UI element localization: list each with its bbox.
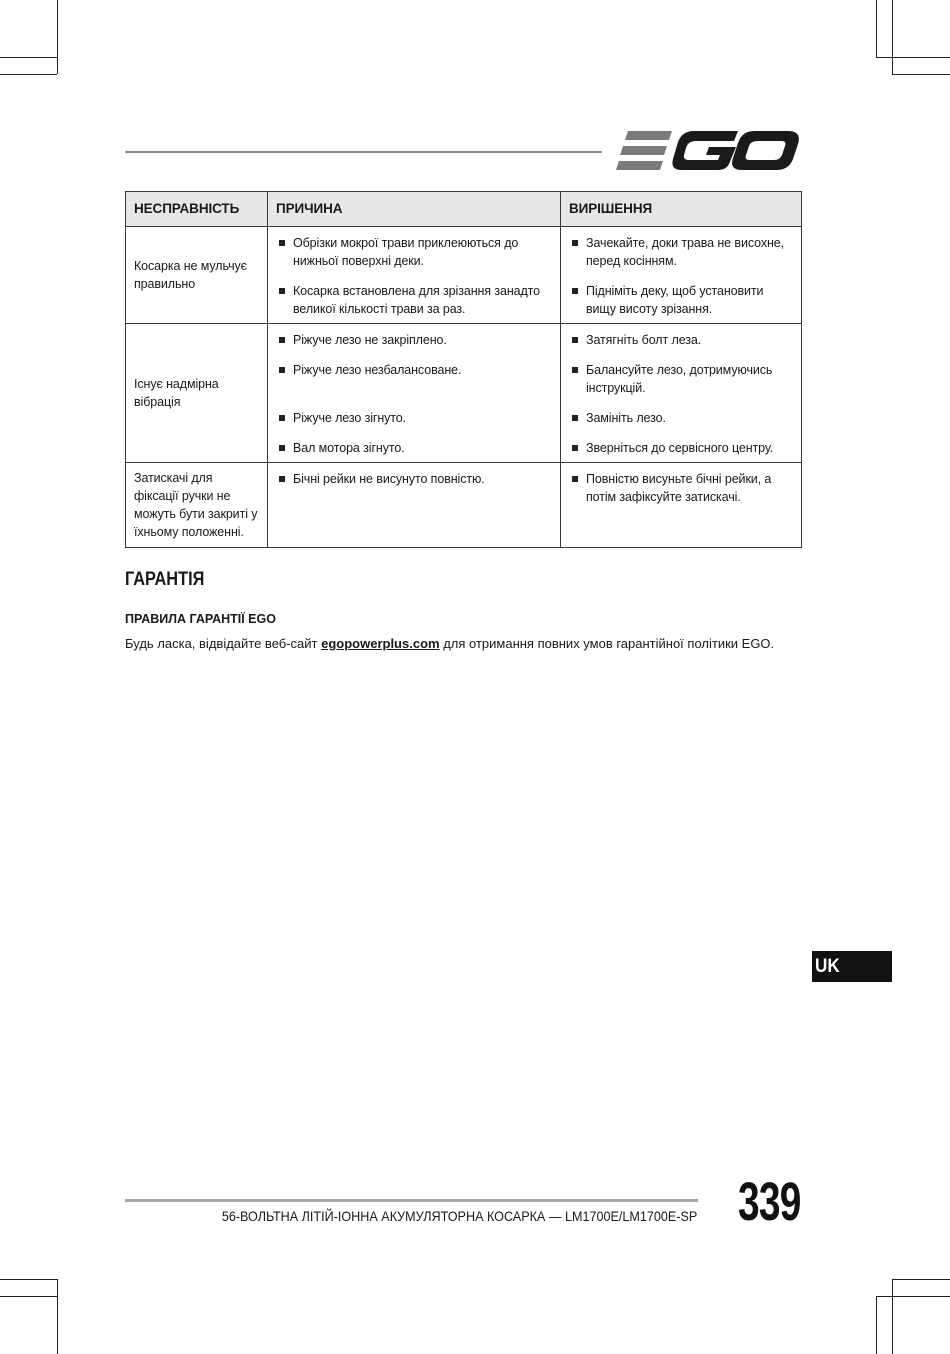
crop-mark <box>57 1279 58 1354</box>
crop-mark <box>0 74 57 75</box>
page-number: 339 <box>738 1172 801 1232</box>
column-header-cause: ПРИЧИНА <box>268 192 561 227</box>
column-header-solution: ВИРІШЕННЯ <box>561 192 802 227</box>
fault-cell: Косарка не мульчує правильно <box>126 227 268 324</box>
crop-mark <box>0 1296 57 1297</box>
ego-logo <box>616 128 802 174</box>
table-header-row <box>126 192 802 227</box>
crop-mark <box>892 74 950 75</box>
cause-item: Обрізки мокрої трави приклеюються до нижньої поверхні деки. <box>278 234 552 270</box>
solution-cell <box>561 324 802 463</box>
language-tab <box>812 951 892 982</box>
crop-mark <box>892 0 893 74</box>
crop-mark <box>57 0 58 74</box>
crop-mark <box>876 1296 950 1297</box>
crop-mark <box>876 0 877 58</box>
cause-item: Бічні рейки не висунуто повністю. <box>278 470 552 488</box>
header-rule <box>125 151 602 153</box>
warranty-text-after: для отримання повних умов гарантійної політики EGO. <box>439 636 775 651</box>
footer-title: 56-ВОЛЬТНА ЛІТІЙ-ІОННА АКУМУЛЯТОРНА КОСАРКА — LM1700E/LM1700E-SP <box>221 1208 697 1224</box>
cause-item: Ріжуче лезо не закріплено. <box>278 331 552 349</box>
fault-cell: Затискачі для фіксації ручки не можуть бути закриті у їхньому положенні. <box>126 463 268 548</box>
cause-item: Ріжуче лезо зігнуто. <box>278 409 552 427</box>
language-tab-label: UK <box>815 956 840 977</box>
cause-cell <box>268 324 561 463</box>
cause-cell <box>268 227 561 324</box>
solution-item: Підніміть деку, щоб установити вищу висоту зрізання. <box>571 282 793 318</box>
crop-mark <box>876 57 950 58</box>
troubleshooting-table <box>125 191 802 548</box>
solution-item: Балансуйте лезо, дотримуючись інструкцій. <box>571 361 793 397</box>
table-row <box>126 463 802 548</box>
solution-item: Замініть лезо. <box>571 409 793 427</box>
crop-mark <box>0 57 57 58</box>
solution-item: Зачекайте, доки трава не висохне, перед косінням. <box>571 234 793 270</box>
cause-item: Вал мотора зігнуто. <box>278 439 552 457</box>
warranty-heading: ГАРАНТІЯ <box>125 569 205 590</box>
warranty-link[interactable]: egopowerplus.com <box>321 636 440 651</box>
column-header-fault: НЕСПРАВНІСТЬ <box>126 192 268 227</box>
crop-mark <box>0 1279 57 1280</box>
solution-item: Затягніть болт леза. <box>571 331 793 349</box>
cause-item: Косарка встановлена для зрізання занадто великої кількості трави за раз. <box>278 282 552 318</box>
table-row <box>126 227 802 324</box>
crop-mark <box>876 1296 877 1354</box>
crop-mark <box>892 1279 893 1354</box>
warranty-paragraph <box>125 636 774 651</box>
cause-cell <box>268 463 561 548</box>
warranty-text-before: Будь ласка, відвідайте веб-сайт <box>125 636 322 651</box>
cause-item: Ріжуче лезо незбалансоване. <box>278 361 552 379</box>
fault-cell: Існує надмірна вібрація <box>126 324 268 463</box>
solution-item: Повністю висуньте бічні рейки, а потім зафіксуйте затискачі. <box>571 470 793 506</box>
solution-cell <box>561 227 802 324</box>
warranty-subheading: ПРАВИЛА ГАРАНТІЇ EGO <box>125 612 276 626</box>
solution-item: Зверніться до сервісного центру. <box>571 439 793 457</box>
table-row <box>126 324 802 463</box>
footer-rule <box>125 1199 698 1202</box>
crop-mark <box>892 1279 950 1280</box>
solution-cell <box>561 463 802 548</box>
